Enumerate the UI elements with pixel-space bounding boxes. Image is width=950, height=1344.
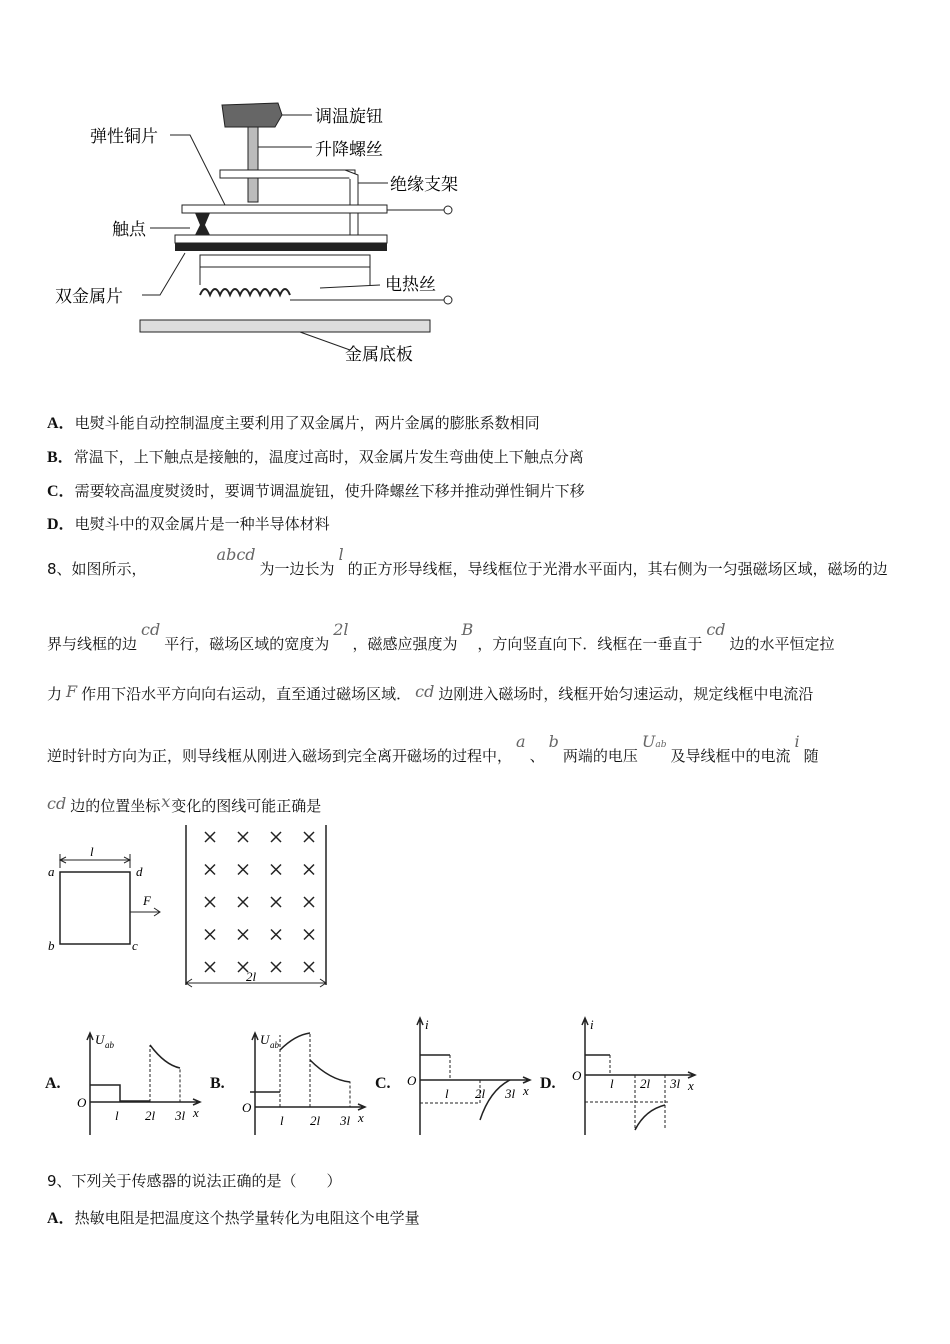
text: 界与线框的边 [47, 635, 138, 653]
graph-curve [635, 1105, 665, 1130]
y-axis-label: i [590, 1017, 594, 1032]
field-x-mark [304, 897, 314, 907]
q8-option-a-key: A. [45, 1075, 61, 1092]
math: b [548, 732, 559, 751]
option-text: 电熨斗中的双金属片是一种半导体材料 [74, 515, 330, 533]
graph-curve [150, 1045, 180, 1068]
option-key: D． [47, 516, 75, 533]
field-x-mark [271, 962, 281, 972]
field-x-mark [304, 930, 314, 940]
q8-stem-line1 [47, 545, 888, 579]
label-insulating-bracket: 绝缘支架 [390, 175, 458, 195]
text: 9、下列关于传感器的说法正确的是（ ） [47, 1172, 342, 1190]
math: B [461, 620, 474, 639]
field-x-mark [205, 897, 215, 907]
x-tick-label: l [115, 1108, 119, 1123]
math: 2l [333, 620, 349, 639]
x-tick-label: 2l [640, 1076, 651, 1091]
text: ，方向竖直向下．线框在一垂直于 [477, 635, 703, 653]
x-tick-label: 2l [145, 1108, 156, 1123]
field-x-mark [205, 930, 215, 940]
math: abcd [216, 545, 256, 564]
x-axis [420, 1077, 530, 1083]
label-copper-strip: 弹性铜片 [90, 127, 158, 147]
label-metal-base: 金属底板 [345, 345, 413, 365]
field-x-mark [304, 832, 314, 842]
text: 及导线框中的电流 [670, 747, 791, 765]
q8-frame-field-figure [40, 820, 340, 995]
option-key: B． [47, 449, 74, 466]
math: a [516, 732, 526, 751]
q8-option-a-graph [75, 1030, 205, 1155]
field-x-mark [238, 865, 248, 875]
field-x-mark [205, 962, 215, 972]
math: cd [47, 794, 67, 813]
dashed-guide [310, 1060, 350, 1107]
x-tick-label: 2l [310, 1113, 321, 1128]
x-tick-label: 3l [505, 1086, 516, 1101]
x-tick-label: 3l [175, 1108, 186, 1123]
x-axis [90, 1099, 200, 1105]
text: 边的位置坐标 [70, 797, 161, 815]
text: 边刚进入磁场时，线框开始匀速运动，规定线框中电流沿 [438, 685, 814, 703]
q8-option-d-key: D. [540, 1075, 556, 1092]
math: U [641, 732, 656, 751]
y-axis-subscript: ab [270, 1040, 279, 1050]
field-x-mark [205, 832, 215, 842]
x-tick-label: l [610, 1076, 614, 1091]
option-text: 电熨斗能自动控制温度主要利用了双金属片，两片金属的膨胀系数相同 [74, 414, 540, 432]
label-d: d [136, 864, 143, 879]
math: F [66, 682, 78, 701]
label-a: a [48, 864, 55, 879]
q8-stem-line4 [47, 732, 819, 766]
text: 变化的图线可能正确是 [171, 797, 322, 815]
text: 随 [803, 747, 819, 765]
origin-label: O [572, 1068, 582, 1083]
label-c: c [132, 938, 138, 953]
text: ，磁感应强度为 [352, 635, 458, 653]
q9-stem [47, 1170, 342, 1191]
math: i [794, 732, 800, 751]
x-axis-label: x [193, 1105, 199, 1120]
math: cd [415, 682, 435, 701]
y-axis-label: U [95, 1032, 105, 1047]
text: 、 [529, 747, 545, 765]
text: 逆时针时方向为正，则导线框从刚进入磁场到完全离开磁场的过程中， [47, 747, 513, 765]
text: 的正方形导线框，导线框位于光滑水平面内，其右侧为一匀强磁场区域，磁场的边 [347, 560, 888, 578]
math-subscript: ab [655, 740, 667, 750]
y-axis [582, 1018, 588, 1135]
x-tick-label: 3l [670, 1076, 681, 1091]
q9-option-a [47, 1205, 420, 1228]
math: x [161, 792, 171, 811]
x-axis-label: x [688, 1078, 694, 1093]
graph-curve [310, 1060, 350, 1082]
graph-curve [90, 1085, 150, 1101]
math: cd [141, 620, 161, 639]
q8-stem-line3 [47, 683, 813, 704]
origin-label: O [242, 1100, 252, 1115]
q7-option-c [47, 478, 585, 501]
dashed-guide [150, 1045, 180, 1102]
y-axis-label: i [425, 1017, 429, 1032]
option-text: 需要较高温度熨烫时，要调节调温旋钮，使升降螺丝下移并推动弹性铜片下移 [74, 482, 585, 500]
label-contact: 触点 [112, 220, 146, 240]
field-x-mark [304, 962, 314, 972]
y-axis [417, 1018, 423, 1135]
text: 边的水平恒定拉 [729, 635, 835, 653]
q8-option-b-graph [240, 1030, 370, 1155]
label-bimetal: 双金属片 [55, 287, 123, 307]
text: 力 [47, 685, 63, 703]
dashed-guide [90, 1085, 120, 1102]
iron-thermostat-figure [50, 95, 480, 375]
x-tick-label: 2l [475, 1086, 486, 1101]
field-x-mark [205, 865, 215, 875]
text: 8、如图所示， [47, 560, 147, 578]
y-axis-subscript: ab [105, 1040, 114, 1050]
origin-label: O [407, 1073, 417, 1088]
field-x-mark [271, 897, 281, 907]
x-tick-label: l [445, 1086, 449, 1101]
label-F: F [143, 893, 151, 908]
y-axis-label: U [260, 1032, 270, 1047]
q8-option-d-graph [570, 1015, 700, 1140]
option-text: 热敏电阻是把温度这个热学量转化为电阻这个电学量 [74, 1209, 420, 1227]
math: cd [706, 620, 726, 639]
text: 两端的电压 [562, 747, 638, 765]
q8-option-b-key: B. [210, 1075, 225, 1092]
q7-option-b [47, 444, 584, 467]
x-axis-label: x [523, 1083, 529, 1098]
text: 为一边长为 [259, 560, 335, 578]
field-x-mark [238, 930, 248, 940]
q7-option-d [47, 511, 330, 534]
label-l: l [90, 844, 94, 859]
option-key: A． [47, 1210, 75, 1227]
q8-stem-line2 [47, 620, 835, 654]
field-x-mark [271, 930, 281, 940]
field-x-mark [304, 865, 314, 875]
q7-option-a [47, 410, 540, 433]
text: 作用下沿水平方向向右运动，直至通过磁场区域． [81, 685, 412, 703]
origin-label: O [77, 1095, 87, 1110]
field-x-mark [271, 832, 281, 842]
q8-option-c-key: C. [375, 1075, 391, 1092]
label-heating-wire: 电热丝 [385, 275, 436, 295]
x-tick-label: l [280, 1113, 284, 1128]
q8-option-c-graph [405, 1015, 535, 1140]
option-key: C． [47, 483, 75, 500]
x-tick-label: 3l [340, 1113, 351, 1128]
y-axis [252, 1033, 258, 1135]
field-x-mark [238, 832, 248, 842]
label-2l: 2l [246, 969, 257, 984]
y-axis [87, 1033, 93, 1135]
graph-curve [280, 1033, 310, 1050]
field-x-mark [238, 897, 248, 907]
option-text: 常温下，上下触点是接触的，温度过高时，双金属片发生弯曲使上下触点分离 [73, 448, 584, 466]
label-b: b [48, 938, 55, 953]
label-lift-screw: 升降螺丝 [315, 140, 383, 160]
text: 平行，磁场区域的宽度为 [164, 635, 330, 653]
math: l [338, 545, 344, 564]
field-x-mark [271, 865, 281, 875]
label-temp-knob: 调温旋钮 [315, 107, 383, 127]
q8-stem-line5 [47, 792, 322, 816]
option-key: A． [47, 415, 75, 432]
x-axis-label: x [358, 1110, 364, 1125]
dashed-guide [420, 1080, 480, 1103]
